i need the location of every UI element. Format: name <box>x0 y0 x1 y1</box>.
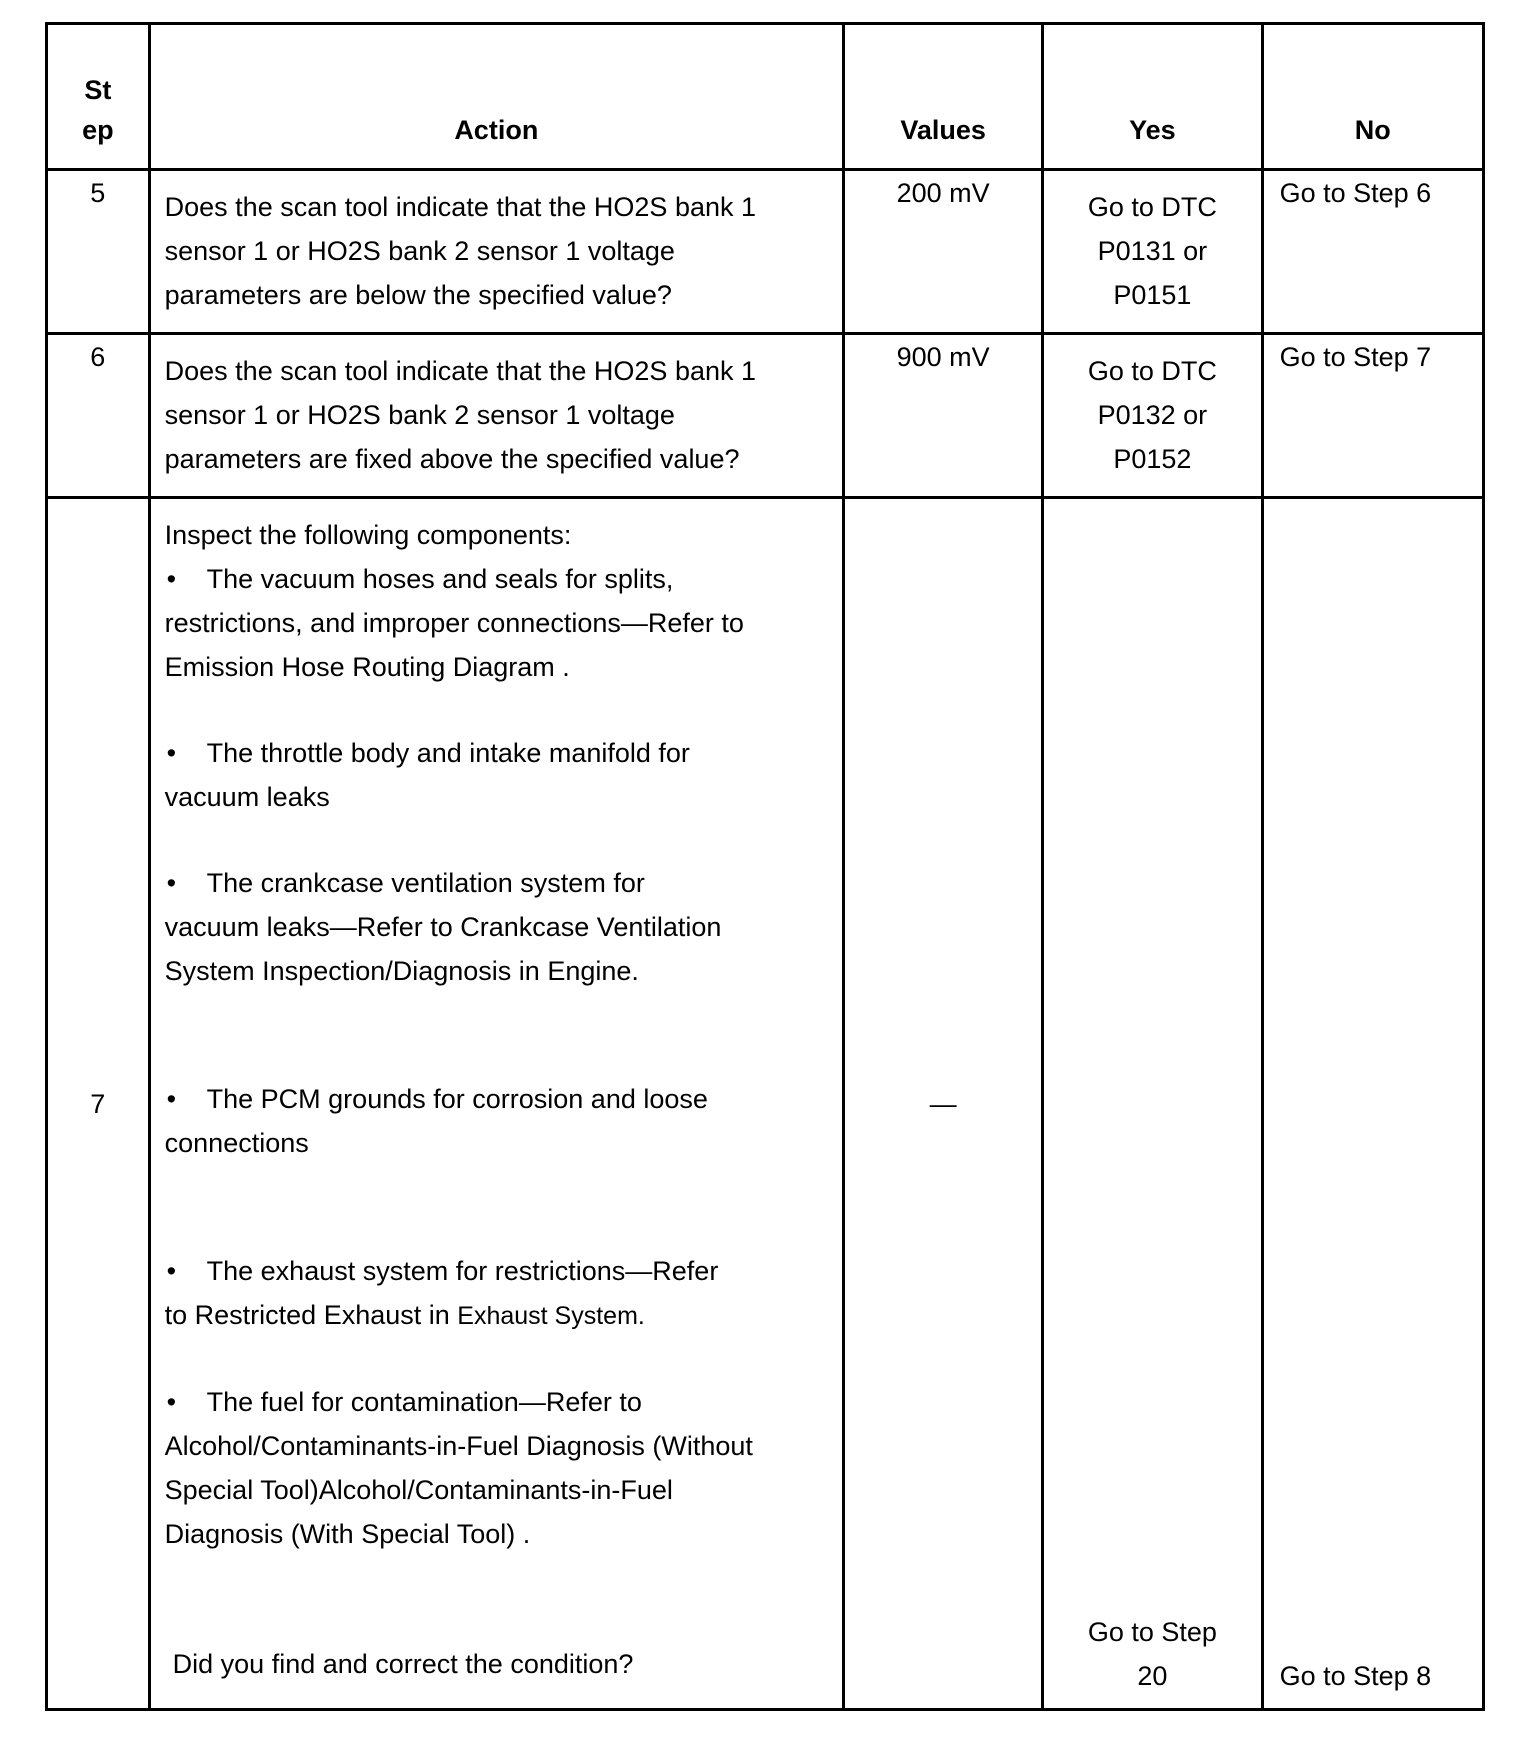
bullet-item <box>165 731 828 775</box>
bullet-line: vacuum leaks <box>164 782 330 812</box>
value-text: 900 mV <box>896 342 990 372</box>
header-values <box>843 24 1042 170</box>
values-cell <box>843 498 1042 1710</box>
bullet-icon: • <box>166 868 177 898</box>
bullet-line-part: to Restricted Exhaust in <box>164 1300 458 1330</box>
bullet-line <box>165 1293 828 1338</box>
bullet-line: The vacuum hoses and seals for splits, <box>206 564 674 594</box>
action-cell <box>149 498 843 1710</box>
bullet-icon: • <box>166 564 177 594</box>
header-action-label: Action <box>454 115 539 145</box>
header-action <box>149 24 843 170</box>
header-no-label: No <box>1354 115 1391 145</box>
header-step <box>47 24 150 170</box>
yes-line: P0152 <box>1113 444 1192 474</box>
action-line: Does the scan tool indicate that the HO2S bank 1 <box>164 192 757 222</box>
yes-cell <box>1043 498 1262 1710</box>
bullet-icon: • <box>166 1387 177 1417</box>
bullet-line: System Inspection/Diagnosis in Engine. <box>164 956 639 986</box>
bullet-line: Special Tool)Alcohol/Contaminants-in-Fuel <box>164 1475 673 1505</box>
values-cell <box>843 170 1042 334</box>
action-line: parameters are below the specified value? <box>164 280 672 310</box>
bullet-item <box>165 1249 828 1293</box>
bullet-line: Alcohol/Contaminants-in-Fuel Diagnosis (Without <box>164 1431 753 1461</box>
action-cell <box>149 170 843 334</box>
step-cell <box>47 334 150 498</box>
bullet-line: The crankcase ventilation system for <box>206 868 645 898</box>
header-values-label: Values <box>900 115 986 145</box>
header-no <box>1262 24 1483 170</box>
step-cell <box>47 170 150 334</box>
yes-line: Go to DTC <box>1087 192 1217 222</box>
yes-line: P0151 <box>1113 280 1192 310</box>
bullet-line: The PCM grounds for corrosion and loose <box>206 1084 708 1114</box>
step-cell <box>47 498 150 1710</box>
bullet-item <box>165 861 828 905</box>
yes-line: Go to DTC <box>1087 356 1217 386</box>
no-text: Go to Step 7 <box>1279 342 1432 372</box>
action-line: sensor 1 or HO2S bank 2 sensor 1 voltage <box>164 236 675 266</box>
bullet-line: connections <box>164 1128 309 1158</box>
bullet-line: Diagnosis (With Special Tool) . <box>164 1519 531 1549</box>
bullet-line: The exhaust system for restrictions—Refer <box>206 1256 719 1286</box>
table-row <box>47 170 1484 334</box>
step-number: 7 <box>90 1088 106 1119</box>
no-text: Go to Step 8 <box>1279 1661 1432 1691</box>
yes-line: 20 <box>1137 1661 1168 1691</box>
table-row <box>47 334 1484 498</box>
action-cell <box>149 334 843 498</box>
yes-line: P0132 or <box>1097 400 1208 430</box>
bullet-icon: • <box>166 1084 177 1114</box>
yes-cell <box>1043 170 1262 334</box>
action-line: sensor 1 or HO2S bank 2 sensor 1 voltage <box>164 400 675 430</box>
bullet-line: vacuum leaks—Refer to Crankcase Ventilation <box>164 912 722 942</box>
yes-cell <box>1043 334 1262 498</box>
value-text: 200 mV <box>896 178 990 208</box>
no-cell <box>1262 334 1483 498</box>
step-number: 6 <box>90 342 106 372</box>
value-text: — <box>929 1088 957 1119</box>
bullet-item <box>165 557 828 601</box>
header-step-line1: St <box>84 75 112 105</box>
yes-line: P0131 or <box>1097 236 1208 266</box>
bullet-icon: • <box>166 1256 177 1286</box>
bullet-item <box>165 1380 828 1424</box>
yes-line: Go to Step <box>1087 1617 1217 1647</box>
values-cell <box>843 334 1042 498</box>
action-intro: Inspect the following components: <box>164 520 572 550</box>
no-cell <box>1262 170 1483 334</box>
bullet-item <box>165 1077 828 1121</box>
diagnostic-table <box>45 22 1485 1711</box>
bullet-line: The fuel for contamination—Refer to <box>206 1387 642 1417</box>
header-step-line2: ep <box>82 115 114 145</box>
table-row <box>47 498 1484 1710</box>
bullet-line: restrictions, and improper connections—Refer to <box>164 608 744 638</box>
bullet-line: Emission Hose Routing Diagram . <box>164 652 570 682</box>
no-text: Go to Step 6 <box>1279 178 1432 208</box>
bullet-line: The throttle body and intake manifold for <box>206 738 690 768</box>
header-yes-label: Yes <box>1129 115 1176 145</box>
table-header-row <box>47 24 1484 170</box>
step-number: 5 <box>90 178 106 208</box>
bullet-line-part: Exhaust System. <box>457 1302 645 1330</box>
bullet-icon: • <box>166 738 177 768</box>
header-yes <box>1043 24 1262 170</box>
no-cell <box>1262 498 1483 1710</box>
question-text: Did you find and correct the condition? <box>172 1649 634 1679</box>
action-line: Does the scan tool indicate that the HO2S bank 1 <box>164 356 757 386</box>
action-line: parameters are fixed above the specified value? <box>164 444 740 474</box>
